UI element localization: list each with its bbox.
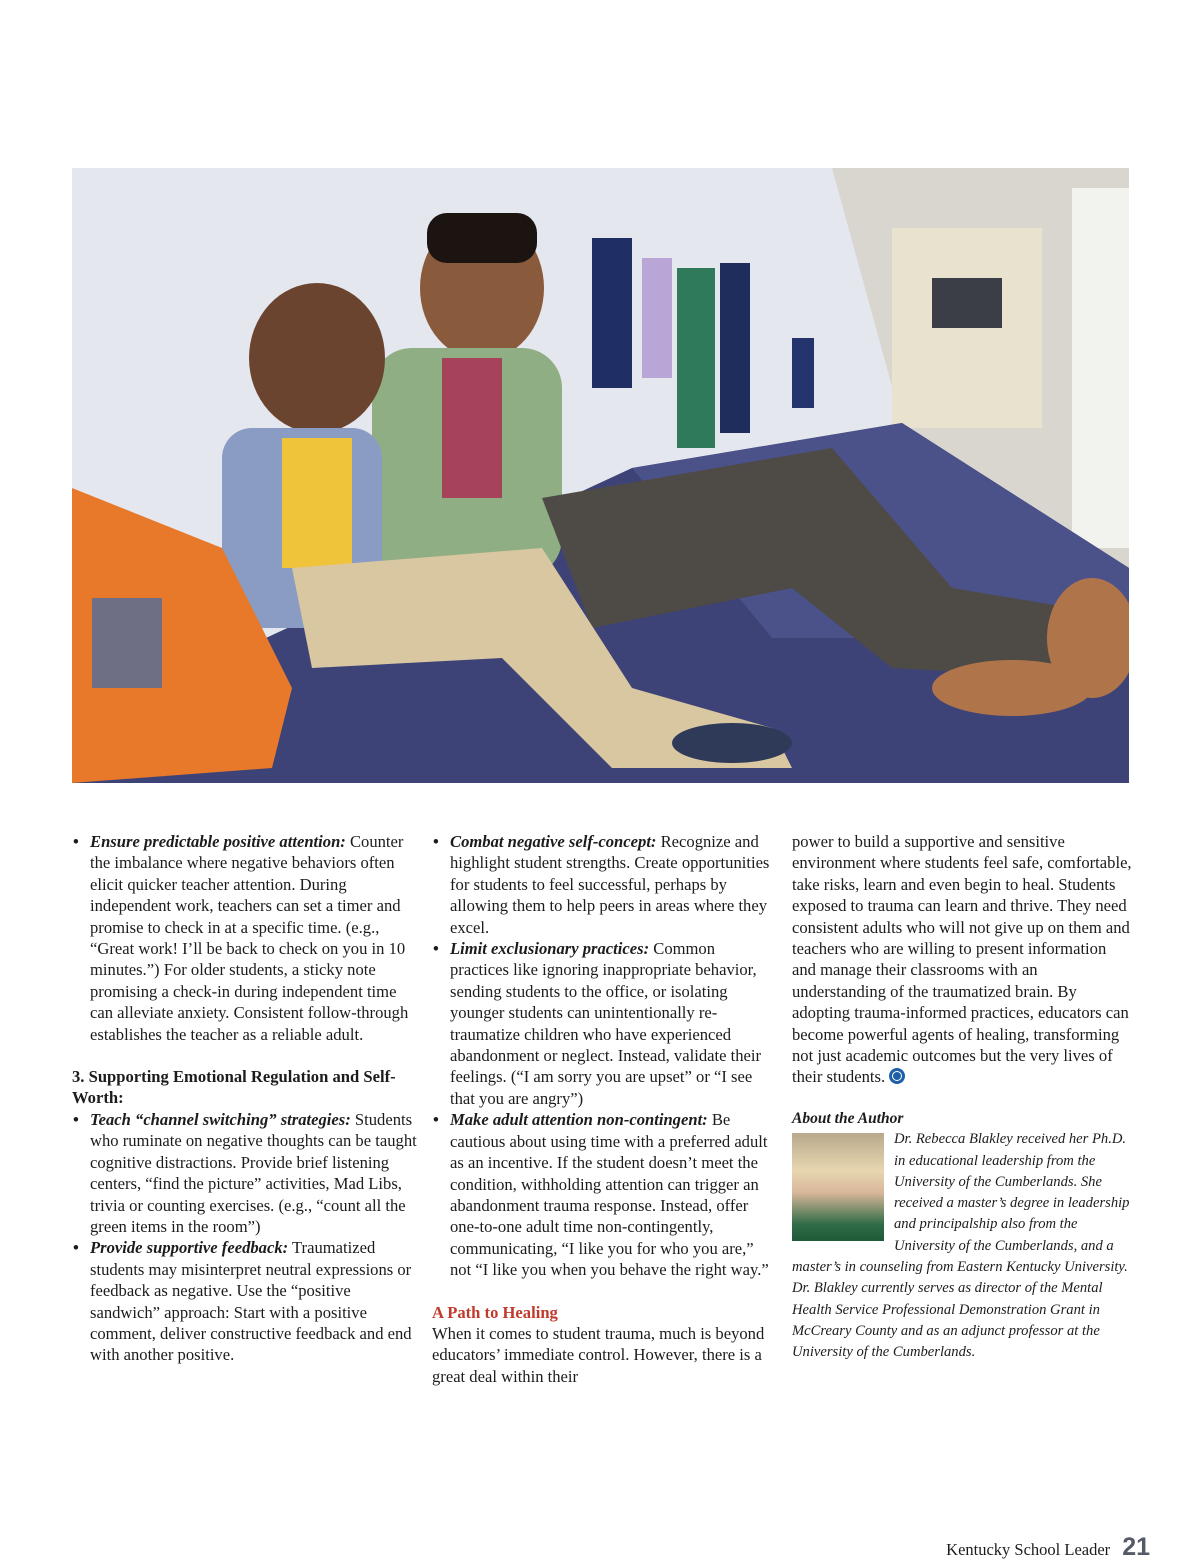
- column-1: [72, 831, 417, 1366]
- bullet-lead: Limit exclusionary practices:: [450, 939, 650, 959]
- bullet-lead: Combat negative self-concept:: [450, 832, 657, 851]
- bullet-text: Students who ruminate on negative thoughts can be taught cognitive distractions. Provide brief listening centers, “find the picture” activities, Mad Libs, trivia or counting exercises. (e.g., “count all the green items in the room”): [90, 1109, 417, 1236]
- body-paragraph: [792, 831, 1132, 1088]
- body-text: power to build a supportive and sensitive environment where students feel safe, comfortable, take risks, learn and even begin to heal. Students exposed to trauma can learn and thrive. They need consistent adults who will not give up on them and teachers who are willing to present information and manage their classrooms with an understanding of the traumatized brain. By adopting trauma-informed practices, educators can become powerful agents of healing, transforming not just academic outcomes but the very lives of their students.: [792, 832, 1132, 1087]
- list-item: [432, 1109, 777, 1280]
- list-item: [72, 1237, 417, 1365]
- bullet-list: [72, 831, 417, 1045]
- bullet-text: Common practices like ignoring inappropriate behavior, sending students to the office, or isolating younger students can unintentionally re-traumatize children who have experienced abandonment or neglect. Instead, validate their feelings. (“I am sorry you are upset” or “I see that you are angry”): [450, 939, 762, 1108]
- about-author-heading: About the Author: [792, 1109, 904, 1127]
- end-of-article-icon: [889, 1068, 905, 1084]
- list-item: [432, 938, 777, 1109]
- bullet-text: Recognize and highlight student strengths. Create opportunities for students to feel successful, perhaps by allowing them to help peers in areas where they excel.: [450, 832, 770, 937]
- bullet-text: Be cautious about using time with a preferred adult as an incentive. If the student doesn’t meet the condition, withholding attention can trigger an abandonment trauma response. Instead, offer one-to-one adult time non-contingently, communicating, “I like you for who you are,” not “I like you when you behave the right way.”: [450, 1110, 769, 1280]
- bullet-list: [432, 831, 777, 1281]
- bullet-lead: Teach “channel switching” strategies:: [90, 1109, 351, 1129]
- bullet-text: Counter the imbalance where negative behaviors often elicit quicker teacher attention. During independent work, teachers can set a timer and promise to check in at a specific time. (e.g., “Great work! I’ll be back to check on you in 10 minutes.”) For older students, a sticky note promising a check-in during independent time can alleviate anxiety. Consistent follow-through establishes the teacher as a reliable adult.: [90, 832, 409, 1044]
- list-item: [432, 831, 777, 938]
- list-item: [72, 831, 417, 1045]
- author-bio: Dr. Rebecca Blakley received her Ph.D. in educational leadership from the University of the Cumberlands. She received a master’s degree in leadership and principalship also from the University of the Cumberlands, and a master’s in counseling from Eastern Kentucky University. Dr. Blakley currently serves as director of the Mental Health Service Professional Demonstration Grant in McCreary County and as an adjunct professor at the University of the Cumberlands.: [792, 1131, 1130, 1361]
- section-heading: A Path to Healing: [432, 1302, 558, 1322]
- body-paragraph: When it comes to student trauma, much is beyond educators’ immediate control. However, there is a great deal within their: [432, 1323, 765, 1386]
- author-photo: [792, 1133, 884, 1241]
- column-2: [432, 831, 777, 1387]
- page-number: 21: [1122, 1533, 1150, 1561]
- column-3: [792, 831, 1132, 1364]
- hero-photo: [72, 168, 1129, 783]
- bullet-lead: Make adult attention non-contingent:: [450, 1110, 708, 1130]
- bullet-list: [72, 1109, 417, 1366]
- list-item: [72, 1109, 417, 1237]
- bullet-lead: Ensure predictable positive attention:: [90, 832, 346, 851]
- bullet-lead: Provide supportive feedback:: [90, 1238, 289, 1258]
- hero-photo-illustration: [72, 168, 1129, 783]
- bullet-text: Traumatized students may misinterpret neutral expressions or feedback as negative. Use the “positive sandwich” approach: Start with a positive comment, deliver constructive feedback and end with another positive.: [90, 1238, 412, 1365]
- section-heading: 3. Supporting Emotional Regulation and Self-Worth:: [72, 1067, 396, 1108]
- publication-name: Kentucky School Leader: [946, 1540, 1111, 1559]
